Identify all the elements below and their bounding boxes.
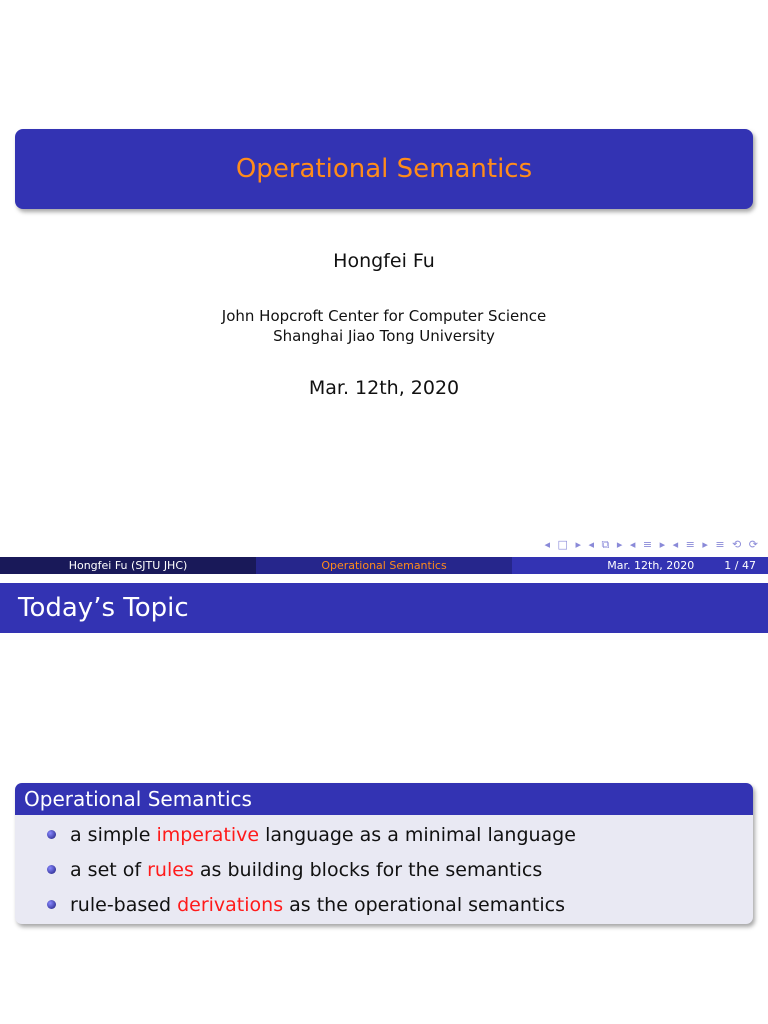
item-highlight: derivations: [177, 893, 284, 916]
footer-author: Hongfei Fu (SJTU JHC): [0, 557, 256, 574]
frame-title: Today’s Topic: [0, 583, 768, 633]
slide-title-box: [15, 129, 753, 209]
footer-date-page: [512, 557, 768, 574]
bullet-icon: [47, 830, 56, 839]
item-highlight: rules: [147, 858, 194, 881]
item-text: as building blocks for the semantics: [193, 858, 543, 881]
beamer-navigation-icons[interactable]: ◂ □ ▸ ◂ ⧉ ▸ ◂ ≡ ▸ ◂ ≡ ▸ ≡ ⟲ ⟳: [544, 538, 760, 551]
footer-date: Mar. 12th, 2020: [607, 559, 695, 572]
item-highlight: imperative: [156, 823, 260, 846]
footer-title: Operational Semantics: [256, 557, 512, 574]
item-text: a simple: [70, 823, 157, 846]
item-text: rule-based: [70, 893, 178, 916]
slide-footer: [0, 557, 768, 574]
author-name: Hongfei Fu: [333, 250, 435, 272]
topic-list: [15, 815, 753, 922]
list-item: [15, 852, 753, 887]
topic-block: [15, 783, 753, 924]
bullet-icon: [47, 900, 56, 909]
institution-line-2: Shanghai Jiao Tong University: [273, 327, 495, 345]
item-text: as the operational semantics: [283, 893, 565, 916]
list-item: [15, 817, 753, 852]
bullet-icon: [47, 865, 56, 874]
slide-title: Operational Semantics: [235, 154, 533, 184]
footer-page-number: 1 / 47: [724, 559, 756, 572]
institution: [0, 306, 768, 346]
block-title: Operational Semantics: [15, 783, 753, 815]
presentation-date: Mar. 12th, 2020: [308, 377, 460, 399]
item-text: a set of: [70, 858, 148, 881]
list-item: [15, 887, 753, 922]
institution-line-1: John Hopcroft Center for Computer Science: [221, 307, 547, 325]
item-text: language as a minimal language: [259, 823, 576, 846]
